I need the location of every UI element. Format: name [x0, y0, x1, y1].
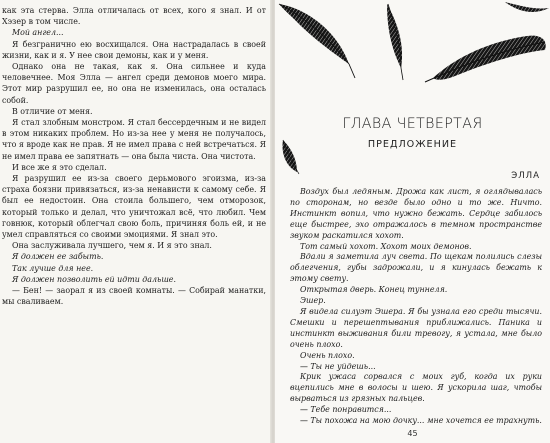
- page-number: 45: [407, 429, 418, 438]
- paragraph: Я видела силуэт Эшера. Я бы узнала его среди тысячи. Смешки и перешептывания приближались. Паника и инстинкт выживания били тревогу, я устала, мне было очень плохо.: [290, 306, 542, 349]
- paragraph: Так лучше для нее.: [12, 263, 94, 273]
- feather-top-center: [387, 4, 403, 80]
- paragraph: Однако она не такая, как я. Она сильнее и куда человечнее. Моя Элла — ангел среди демонов моего мира. Этот мир разрушил ее, но она не изменилась, она осталась собой.: [2, 62, 266, 105]
- paragraph: Очень плохо.: [300, 350, 355, 360]
- paragraph: Открытая дверь. Конец туннеля.: [300, 285, 448, 295]
- pov-character-name: ЭЛЛА: [511, 171, 540, 181]
- paragraph: Крик ужаса сорвался с моих губ, когда их руки вцепились мне в волосы и шею. Я ускорила шаг, чтобы вырваться из грязных пальцев.: [290, 372, 542, 404]
- paragraph: Я стал злобным монстром. Я стал бессердечным и не видел в этом никаких проблем. Но из-за нее у меня не получалось, что я вроде как не прав. Я не имел права с ней встречаться. Я не имел права ее запятнать — она была чиста. Она чистота.: [2, 118, 266, 161]
- feather-small-top-right: [505, 2, 549, 12]
- paragraph: как эта стерва. Элла отличалась от всех, кого я знал. И от Хэзер в том числе.: [2, 6, 266, 27]
- paragraph: Тот самый хохот. Хохот моих демонов.: [300, 241, 472, 251]
- chapter-title: ГЛАВА ЧЕТВЕРТАЯ: [342, 116, 483, 132]
- paragraph: Она заслуживала лучшего, чем я. И я это знал.: [12, 241, 212, 251]
- left-page-text: [2, 5, 266, 307]
- paragraph: — Тебе понравится...: [300, 405, 392, 415]
- feather-top-left: [279, 4, 355, 78]
- paragraph: — Бен! — заорал я из своей комнаты. — Собирай манатки, мы сваливаем.: [2, 286, 266, 307]
- feather-large-right: [425, 36, 546, 82]
- paragraph: Я безгранично ею восхищался. Она настрадалась в своей жизни, как и я. У нее свои демоны, как и у меня.: [2, 39, 266, 60]
- paragraph: — Ты похожа на мою дочку... мне хочется ее трахнуть.: [300, 416, 542, 426]
- paragraph: — Ты не уйдешь...: [300, 361, 376, 371]
- chapter-subtitle: ПРЕДЛОЖЕНИЕ: [367, 139, 458, 150]
- right-page: [275, 0, 550, 443]
- left-page: [0, 0, 272, 443]
- paragraph: Эшер.: [300, 296, 326, 306]
- paragraph: Воздух был ледяным. Дрожа как лист, я оглядывалась по сторонам, но везде было одно и то же. Ничто. Инстинкт вопил, что нужно бежать. Сердце забилось еще быстрее, эхо отражалось в темном пространстве звуком раскатился хохот.: [290, 187, 542, 240]
- paragraph: Мой ангел...: [12, 28, 64, 38]
- right-page-text: [290, 187, 542, 427]
- paragraph: Вдали я заметила луч света. По щекам полились слезы облегчения, губы задрожали, и я кинулась бежать к этому свету.: [290, 252, 542, 284]
- paragraph: Я разрушил ее из-за своего дерьмового эгоизма, из-за страха боязни привязаться, из-за ненависти к самому себе. Я был ее недостоин. Она стоила большего, чем отморозок, который только и делал, что уничтожал всё, что любил. Чем говнюк, который облегчал свою боль, причиняя боль ей, и не умел справляться со своими эмоциями. Я знал это.: [2, 174, 266, 240]
- paragraph: И все же я это сделал.: [12, 162, 107, 172]
- paragraph: В отличие от меня.: [12, 106, 93, 116]
- paragraph: Я должен ее забыть.: [12, 252, 104, 262]
- paragraph: Я должен позволить ей идти дальше.: [12, 274, 176, 284]
